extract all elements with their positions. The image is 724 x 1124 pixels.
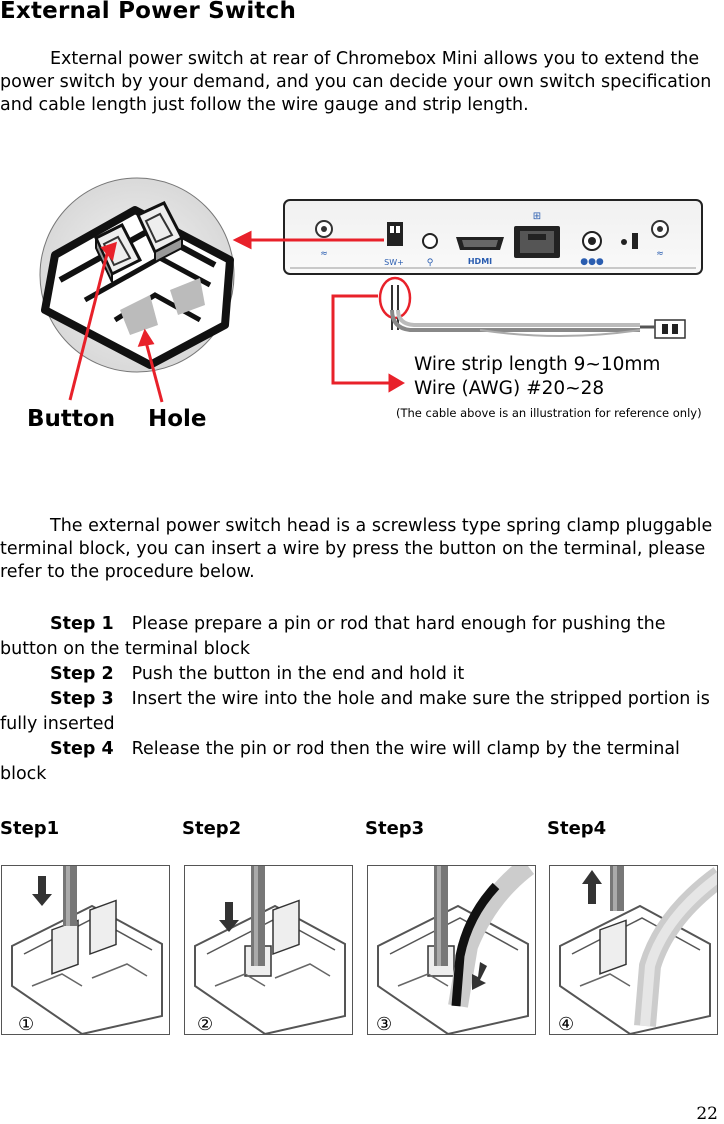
step-label: Step 4 <box>50 739 114 759</box>
step2-illustration <box>185 866 352 1034</box>
step3-header: Step3 <box>365 818 425 839</box>
hole-label: Hole <box>148 406 207 432</box>
step-text: Push the button in the end and hold it <box>131 664 465 684</box>
cable-illustration <box>380 278 685 338</box>
svg-text:●●●: ●●● <box>580 257 604 267</box>
svg-text:⚲: ⚲ <box>426 258 434 268</box>
svg-text:≈: ≈ <box>320 249 328 259</box>
step-list <box>0 612 720 787</box>
step3-number: ③ <box>376 1014 393 1034</box>
step1-header: Step1 <box>0 818 60 839</box>
terminal-diagram <box>0 170 724 440</box>
hdmi-port-label: HDMI <box>467 257 493 266</box>
wire-awg-label: Wire (AWG) #20~28 <box>414 378 605 399</box>
step4-panel <box>549 865 718 1035</box>
intro-paragraph <box>0 48 720 117</box>
step-item <box>0 612 720 662</box>
body-text: The external power switch head is a screwless type spring clamp pluggable terminal block, you can insert a wire by press the button on the terminal, please refer to the procedure below. <box>0 516 713 582</box>
step4-header: Step4 <box>547 818 607 839</box>
device-rear-panel <box>284 200 702 274</box>
step2-number: ② <box>197 1014 214 1034</box>
step2-panel <box>184 865 353 1035</box>
wire-strip-label: Wire strip length 9~10mm <box>414 354 661 375</box>
svg-text:≈: ≈ <box>656 249 664 259</box>
step-item <box>0 687 720 737</box>
page-title: External Power Switch <box>0 0 297 24</box>
intro-text: External power switch at rear of Chromebox Mini allows you to extend the power switch by your demand, and you can decide your own switch specification and cable length just follow the wire gauge and strip length. <box>0 49 712 115</box>
svg-text:⊞: ⊞ <box>532 211 542 222</box>
step1-number: ① <box>18 1014 35 1034</box>
terminal-zoom-icon <box>40 178 234 372</box>
step-label: Step 1 <box>50 614 114 634</box>
reference-note: (The cable above is an illustration for reference only) <box>396 406 702 420</box>
step-item <box>0 662 720 687</box>
page-number: 22 <box>696 1104 718 1124</box>
step1-panel <box>1 865 170 1035</box>
step-text: Insert the wire into the hole and make sure the stripped portion is fully inserted <box>0 689 710 734</box>
step2-header: Step2 <box>182 818 242 839</box>
step-item <box>0 737 720 787</box>
terminal-figure <box>0 170 724 440</box>
step-text: Please prepare a pin or rod that hard enough for pushing the button on the terminal block <box>0 614 666 659</box>
step4-number: ④ <box>558 1014 575 1034</box>
body-paragraph <box>0 515 720 584</box>
button-label: Button <box>27 406 116 432</box>
step-text: Release the pin or rod then the wire will clamp by the terminal block <box>0 739 680 784</box>
step4-illustration <box>550 866 717 1034</box>
sw-port-label: SW+ <box>384 258 404 267</box>
step3-panel <box>367 865 536 1035</box>
step-label: Step 3 <box>50 689 114 709</box>
step3-illustration <box>368 866 535 1034</box>
step1-illustration <box>2 866 169 1034</box>
step-label: Step 2 <box>50 664 114 684</box>
